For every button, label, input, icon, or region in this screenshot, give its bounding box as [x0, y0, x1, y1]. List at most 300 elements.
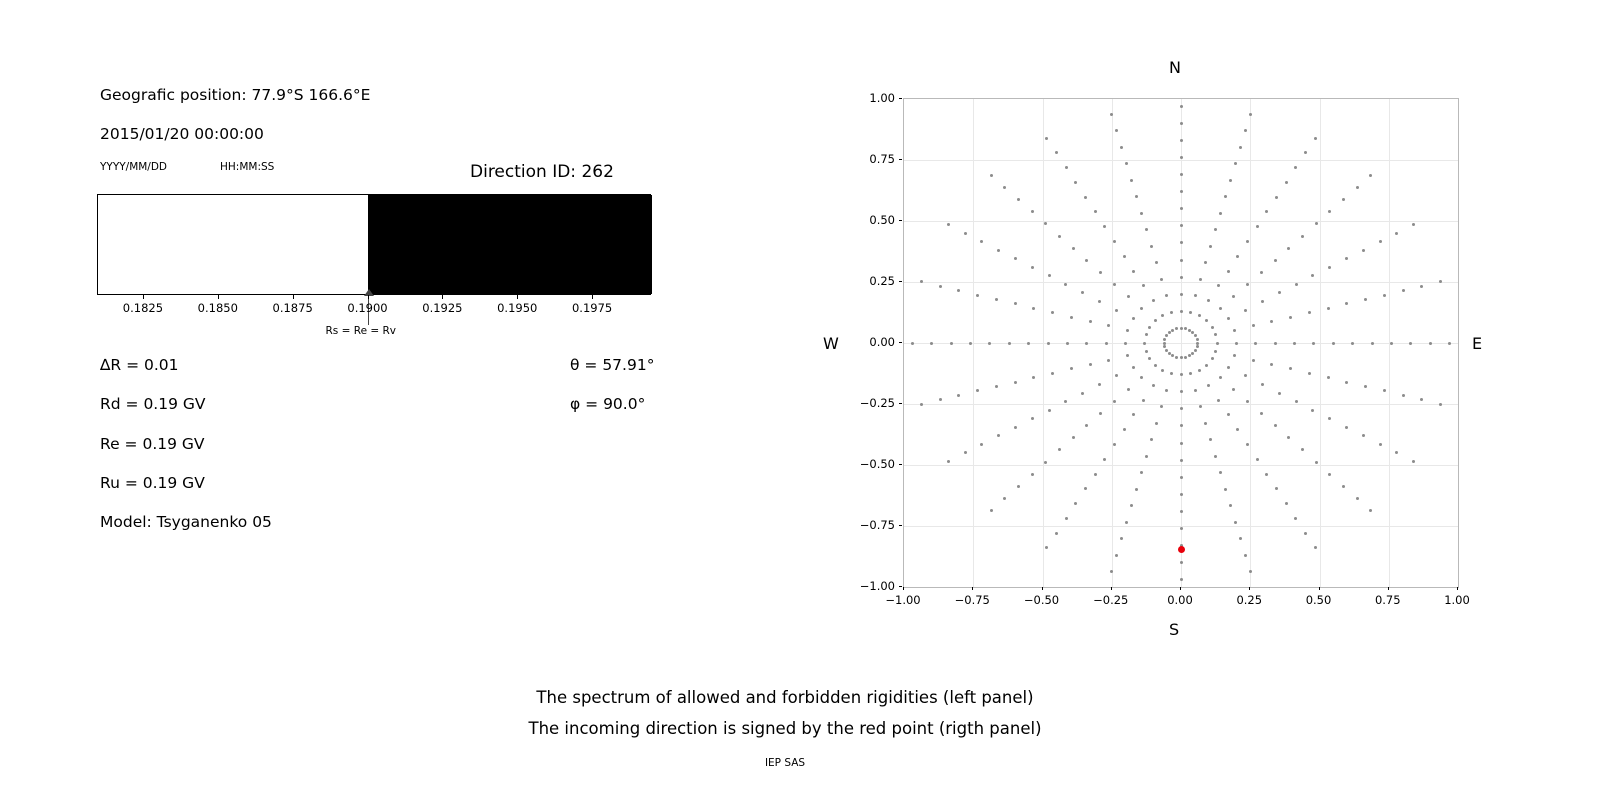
direction-point — [1065, 517, 1068, 520]
direction-point — [976, 294, 979, 297]
direction-point — [1199, 278, 1202, 281]
direction-point — [1175, 327, 1178, 330]
direction-point — [1058, 235, 1061, 238]
direction-point — [1244, 309, 1247, 312]
direction-point — [1051, 372, 1054, 375]
time-format-hint: HH:MM:SS — [220, 161, 275, 173]
direction-point — [1328, 473, 1331, 476]
direction-point — [1115, 309, 1118, 312]
y-tickmark — [899, 342, 902, 343]
direction-point — [1252, 359, 1255, 362]
direction-point — [1332, 342, 1335, 345]
direction-point — [1304, 532, 1307, 535]
direction-point — [1074, 502, 1077, 505]
y-tickmark — [899, 403, 902, 404]
direction-point — [1085, 424, 1088, 427]
direction-point — [1252, 324, 1255, 327]
direction-point — [1014, 257, 1017, 260]
direction-point — [1180, 207, 1183, 210]
direction-point — [1072, 436, 1075, 439]
direction-point — [1448, 342, 1451, 345]
direction-point — [1244, 554, 1247, 557]
direction-point — [1249, 113, 1252, 116]
gridline-horizontal — [904, 343, 1458, 344]
spectrum-segment-forbidden — [368, 195, 652, 294]
direction-point — [1233, 354, 1236, 357]
direction-point — [976, 389, 979, 392]
direction-point — [1150, 245, 1153, 248]
direction-point — [1180, 476, 1183, 479]
direction-point — [1274, 424, 1277, 427]
direction-point — [1256, 458, 1259, 461]
direction-point — [1180, 424, 1183, 427]
direction-point — [1345, 381, 1348, 384]
direction-point — [1229, 179, 1232, 182]
direction-point — [1205, 319, 1208, 322]
direction-point — [1113, 400, 1116, 403]
x-tickmark — [1180, 587, 1181, 590]
direction-point — [1270, 363, 1273, 366]
direction-point — [1154, 319, 1157, 322]
x-tick-label: −0.50 — [1023, 593, 1060, 607]
y-tick-label: −0.75 — [859, 518, 895, 532]
direction-point — [1017, 198, 1020, 201]
direction-point — [1085, 342, 1088, 345]
y-tickmark — [899, 586, 902, 587]
direction-point — [1260, 412, 1263, 415]
spectrum-tick — [517, 295, 518, 299]
direction-point — [1051, 311, 1054, 314]
direction-point — [1328, 266, 1331, 269]
direction-point — [995, 385, 998, 388]
direction-point — [1180, 276, 1183, 279]
direction-point — [1198, 369, 1201, 372]
direction-point — [947, 460, 950, 463]
direction-point — [1145, 455, 1148, 458]
direction-point — [1165, 334, 1168, 337]
direction-point — [1180, 224, 1183, 227]
param-model: Model: Tsyganenko 05 — [100, 513, 272, 531]
direction-point — [1328, 210, 1331, 213]
direction-point — [957, 289, 960, 292]
direction-point — [1261, 383, 1264, 386]
direction-point — [1160, 278, 1163, 281]
direction-point — [1294, 166, 1297, 169]
direction-point — [1123, 255, 1126, 258]
incoming-direction-marker — [1178, 546, 1185, 553]
direction-point — [1232, 388, 1235, 391]
direction-point — [1420, 285, 1423, 288]
direction-point — [1265, 210, 1268, 213]
compass-label-east: E — [1472, 334, 1483, 353]
direction-map-panel — [823, 40, 1530, 660]
direction-point — [1032, 307, 1035, 310]
direction-point — [1175, 356, 1178, 359]
direction-point — [1311, 274, 1314, 277]
direction-point — [1227, 317, 1230, 320]
direction-point — [1227, 413, 1230, 416]
spectrum-tick-label: 0.1950 — [497, 301, 538, 315]
direction-point — [1383, 389, 1386, 392]
direction-point — [1402, 394, 1405, 397]
direction-point — [1379, 240, 1382, 243]
caption-line-1: The spectrum of allowed and forbidden rigidities (left panel) — [536, 688, 1034, 707]
direction-point — [1120, 537, 1123, 540]
direction-point — [1180, 122, 1183, 125]
gridline-horizontal — [904, 465, 1458, 466]
spectrum-marker-arrow-icon — [364, 289, 374, 296]
direction-point — [1081, 291, 1084, 294]
y-tickmark — [899, 464, 902, 465]
x-tick-label: 0.75 — [1374, 593, 1401, 607]
direction-point — [1395, 451, 1398, 454]
direction-point — [1439, 403, 1442, 406]
direction-point — [1204, 422, 1207, 425]
direction-point — [1180, 259, 1183, 262]
x-tickmark — [1111, 587, 1112, 590]
direction-point — [1356, 497, 1359, 500]
direction-point — [1098, 300, 1101, 303]
direction-point — [1161, 314, 1164, 317]
direction-point — [1014, 381, 1017, 384]
direction-point — [1287, 436, 1290, 439]
direction-point — [1070, 316, 1073, 319]
direction-point — [1031, 266, 1034, 269]
direction-point — [1194, 349, 1197, 352]
direction-point — [1180, 241, 1183, 244]
direction-point — [1254, 342, 1257, 345]
direction-point — [1168, 331, 1171, 334]
direction-point — [1345, 257, 1348, 260]
direction-point — [1217, 284, 1220, 287]
param-rd: Rd = 0.19 GV — [100, 395, 206, 413]
direction-point — [1244, 129, 1247, 132]
direction-point — [1315, 222, 1318, 225]
direction-point — [1274, 259, 1277, 262]
direction-point — [1017, 485, 1020, 488]
y-tickmark — [899, 98, 902, 99]
direction-point — [1420, 398, 1423, 401]
direction-point — [1275, 487, 1278, 490]
direction-point — [1003, 186, 1006, 189]
direction-point — [1227, 270, 1230, 273]
direction-point — [1379, 443, 1382, 446]
direction-point — [1165, 389, 1168, 392]
direction-point — [1161, 369, 1164, 372]
direction-point — [1124, 342, 1127, 345]
direction-point — [1184, 356, 1187, 359]
direction-point — [1089, 320, 1092, 323]
direction-point — [1126, 354, 1129, 357]
direction-point — [1217, 399, 1220, 402]
direction-point — [1261, 300, 1264, 303]
direction-point — [1180, 578, 1183, 581]
direction-point — [1123, 428, 1126, 431]
direction-point — [1369, 174, 1372, 177]
direction-point — [1239, 537, 1242, 540]
direction-point — [1327, 376, 1330, 379]
direction-point — [1163, 345, 1166, 348]
x-tick-label: 1.00 — [1444, 593, 1470, 607]
direction-point — [1295, 400, 1298, 403]
direction-point — [1285, 181, 1288, 184]
direction-point — [1198, 314, 1201, 317]
direction-point — [1113, 283, 1116, 286]
param-re: Re = 0.19 GV — [100, 435, 205, 453]
caption-line-2: The incoming direction is signed by the red point (rigth panel) — [528, 719, 1042, 738]
direction-point — [1031, 473, 1034, 476]
direction-point — [1219, 212, 1222, 215]
direction-point — [1395, 232, 1398, 235]
direction-point — [1113, 240, 1116, 243]
direction-point — [1084, 487, 1087, 490]
direction-point — [1196, 338, 1199, 341]
y-tick-label: 0.25 — [869, 274, 895, 288]
direction-point — [1224, 488, 1227, 491]
direction-point — [1285, 502, 1288, 505]
gridline-horizontal — [904, 404, 1458, 405]
direction-point — [964, 232, 967, 235]
direction-point — [1180, 105, 1183, 108]
direction-point — [1289, 316, 1292, 319]
direction-point — [1364, 385, 1367, 388]
gridline-horizontal — [904, 160, 1458, 161]
direction-point — [1188, 329, 1191, 332]
direction-point — [1216, 342, 1219, 345]
direction-point — [1265, 473, 1268, 476]
direction-point — [1180, 293, 1183, 296]
direction-point — [997, 249, 1000, 252]
direction-point — [997, 434, 1000, 437]
direction-point — [1362, 434, 1365, 437]
y-tick-label: 0.50 — [869, 213, 895, 227]
spectrum-tick-label: 0.1925 — [422, 301, 463, 315]
x-tick-label: 0.50 — [1305, 593, 1332, 607]
spectrum-tick — [592, 295, 593, 299]
direction-point — [1055, 532, 1058, 535]
datetime-label: 2015/01/20 00:00:00 — [100, 125, 264, 143]
direction-point — [1229, 504, 1232, 507]
direction-point — [1301, 448, 1304, 451]
spectrum-tick-label: 0.1975 — [571, 301, 613, 315]
spectrum-tick-label: 0.1850 — [197, 301, 238, 315]
compass-label-south: S — [1169, 620, 1180, 639]
direction-point — [1008, 342, 1011, 345]
direction-point — [1074, 181, 1077, 184]
direction-point — [1045, 546, 1048, 549]
direction-point — [1094, 473, 1097, 476]
direction-point — [1135, 195, 1138, 198]
direction-point — [1327, 307, 1330, 310]
direction-point — [1180, 442, 1183, 445]
y-tick-label: 0.00 — [869, 335, 895, 349]
date-format-hint: YYYY/MM/DD — [100, 161, 168, 173]
direction-point — [1148, 326, 1151, 329]
direction-point — [1107, 324, 1110, 327]
spectrum-x-axis — [97, 295, 653, 355]
direction-point — [1014, 426, 1017, 429]
direction-point — [1234, 162, 1237, 165]
direction-point — [1171, 354, 1174, 357]
direction-point — [1180, 310, 1183, 313]
direction-point — [988, 342, 991, 345]
x-tick-label: 0.25 — [1236, 593, 1263, 607]
direction-point — [1236, 255, 1239, 258]
direction-point — [1155, 422, 1158, 425]
direction-point — [1085, 259, 1088, 262]
direction-point — [1132, 366, 1135, 369]
direction-point — [1351, 342, 1354, 345]
direction-point — [1295, 283, 1298, 286]
direction-point — [1412, 223, 1415, 226]
direction-point — [1103, 458, 1106, 461]
direction-point — [1314, 546, 1317, 549]
direction-point — [1345, 302, 1348, 305]
direction-point — [1064, 283, 1067, 286]
direction-point — [1105, 342, 1108, 345]
direction-point — [1219, 307, 1222, 310]
direction-point — [1044, 461, 1047, 464]
direction-point — [1099, 412, 1102, 415]
direction-point — [1120, 146, 1123, 149]
x-tickmark — [1319, 587, 1320, 590]
direction-point — [1145, 333, 1148, 336]
direction-point — [1115, 554, 1118, 557]
direction-point — [1196, 345, 1199, 348]
direction-point — [939, 285, 942, 288]
x-tickmark — [903, 587, 904, 590]
direction-point — [1294, 517, 1297, 520]
direction-point — [1160, 405, 1163, 408]
direction-point — [1188, 354, 1191, 357]
direction-point — [1135, 488, 1138, 491]
direction-point — [1180, 327, 1183, 330]
direction-point — [1132, 413, 1135, 416]
direction-point — [1214, 228, 1217, 231]
direction-point — [1142, 399, 1145, 402]
direction-id-label: Direction ID: 262 — [470, 162, 614, 182]
direction-point — [1211, 326, 1214, 329]
direction-point — [1064, 400, 1067, 403]
direction-point — [1244, 374, 1247, 377]
rigidity-spectrum-chart — [97, 194, 651, 295]
direction-point — [1246, 443, 1249, 446]
direction-point — [990, 174, 993, 177]
direction-point — [1219, 471, 1222, 474]
direction-point — [1369, 509, 1372, 512]
direction-point — [1274, 342, 1277, 345]
direction-point — [1003, 497, 1006, 500]
direction-point — [957, 394, 960, 397]
direction-point — [1180, 139, 1183, 142]
direction-point — [1409, 342, 1412, 345]
direction-point — [1084, 196, 1087, 199]
direction-point — [1066, 342, 1069, 345]
direction-point — [1184, 327, 1187, 330]
direction-point — [1130, 179, 1133, 182]
direction-point — [1163, 342, 1166, 345]
direction-point — [1180, 156, 1183, 159]
spectrum-tick — [368, 295, 369, 299]
direction-point — [1048, 409, 1051, 412]
direction-point — [1132, 270, 1135, 273]
direction-point — [1163, 338, 1166, 341]
x-tickmark — [1042, 587, 1043, 590]
direction-point — [1232, 295, 1235, 298]
footer-label: IEP SAS — [764, 757, 806, 769]
direction-point — [1207, 384, 1210, 387]
direction-point — [911, 342, 914, 345]
geographic-position-label: Geografic position: 77.9°S 166.6°E — [100, 86, 371, 104]
direction-point — [1234, 521, 1237, 524]
direction-point — [1278, 291, 1281, 294]
direction-point — [1103, 225, 1106, 228]
x-tickmark — [972, 587, 973, 590]
y-tick-label: −0.25 — [859, 396, 895, 410]
direction-point — [1312, 342, 1315, 345]
spectrum-tick — [143, 295, 144, 299]
direction-point — [1170, 311, 1173, 314]
direction-point — [1148, 357, 1151, 360]
direction-point — [1209, 438, 1212, 441]
direction-point — [1383, 294, 1386, 297]
direction-point — [1094, 210, 1097, 213]
direction-point — [980, 443, 983, 446]
direction-point — [1429, 342, 1432, 345]
direction-point — [1194, 389, 1197, 392]
direction-point — [939, 398, 942, 401]
direction-point — [1107, 359, 1110, 362]
direction-point — [1194, 294, 1197, 297]
y-tick-label: −0.50 — [859, 457, 895, 471]
direction-point — [1089, 363, 1092, 366]
direction-point — [1246, 400, 1249, 403]
direction-point — [1180, 510, 1183, 513]
x-tick-label: −0.25 — [1093, 593, 1129, 607]
spectrum-tick — [442, 295, 443, 299]
direction-point — [1180, 390, 1183, 393]
y-tick-label: 1.00 — [869, 91, 895, 105]
direction-point — [1154, 364, 1157, 367]
direction-point — [1189, 311, 1192, 314]
direction-point — [1249, 570, 1252, 573]
direction-point — [1246, 240, 1249, 243]
param-delta-r: ∆R = 0.01 — [100, 356, 179, 374]
direction-point — [930, 342, 933, 345]
direction-point — [1152, 299, 1155, 302]
direction-point — [1191, 352, 1194, 355]
direction-point — [1045, 137, 1048, 140]
direction-point — [1289, 367, 1292, 370]
direction-point — [1180, 373, 1183, 376]
direction-point — [1150, 438, 1153, 441]
direction-scatter-plot — [903, 98, 1459, 588]
direction-point — [1278, 392, 1281, 395]
direction-point — [1239, 146, 1242, 149]
direction-point — [1098, 383, 1101, 386]
direction-point — [1099, 271, 1102, 274]
spectrum-tick — [218, 295, 219, 299]
direction-point — [1165, 294, 1168, 297]
direction-point — [1047, 342, 1050, 345]
direction-point — [1233, 329, 1236, 332]
y-tickmark — [899, 159, 902, 160]
direction-point — [1072, 247, 1075, 250]
direction-point — [1371, 342, 1374, 345]
direction-point — [1027, 342, 1030, 345]
direction-point — [995, 298, 998, 301]
direction-point — [1115, 374, 1118, 377]
